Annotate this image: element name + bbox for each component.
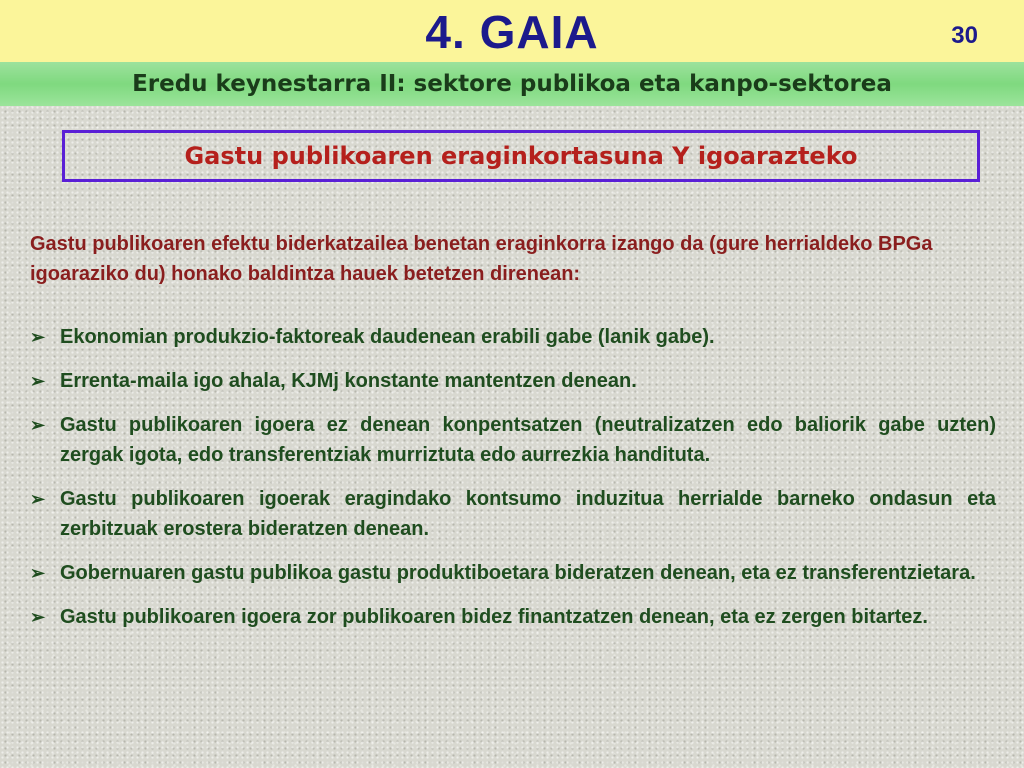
list-item-text: Gobernuaren gastu publikoa gastu produktiboetara bideratzen denean, eta ez transferentzietara.	[60, 562, 976, 584]
list-item-text: Errenta-maila igo ahala, KJMj konstante mantentzen denean.	[60, 370, 637, 392]
arrow-bullet-icon: ➢	[30, 415, 46, 435]
list-item	[30, 484, 996, 544]
section-heading: Gastu publikoaren eraginkortasuna Y igoarazteko	[184, 142, 858, 170]
slide-subtitle: Eredu keynestarra II: sektore publikoa eta kanpo-sektorea	[132, 71, 892, 97]
list-item	[30, 366, 996, 396]
list-item	[30, 322, 996, 352]
intro-paragraph: Gastu publikoaren efektu biderkatzailea benetan eraginkorra izango da (gure herrialdeko BPGa igoaraziko du) honako baldintza hauek betetzen direnean:	[30, 233, 933, 285]
list-item	[30, 558, 996, 588]
list-item-text: Gastu publikoaren igoerak eragindako kontsumo induzitua herrialde barneko ondasun eta zerbitzuak erostera bideratzen denean.	[60, 488, 996, 540]
list-item-text: Gastu publikoaren igoera zor publikoaren bidez finantzatzen denean, eta ez zergen bitartez.	[60, 606, 928, 628]
slide-title: 4. GAIA	[425, 6, 599, 58]
list-item	[30, 602, 996, 632]
arrow-bullet-icon: ➢	[30, 327, 46, 347]
arrow-bullet-icon: ➢	[30, 371, 46, 391]
arrow-bullet-icon: ➢	[30, 607, 46, 627]
arrow-bullet-icon: ➢	[30, 489, 46, 509]
list-item-text: Gastu publikoaren igoera ez denean konpentsatzen (neutralizatzen edo baliorik gabe uzten) zergak igota, edo transferentziak murriztuta edo aurrezkia handituta.	[60, 414, 996, 466]
heading-box	[62, 130, 980, 182]
condition-list	[30, 322, 996, 646]
list-item	[30, 410, 996, 470]
arrow-bullet-icon: ➢	[30, 563, 46, 583]
slide-number: 30	[951, 22, 978, 49]
list-item-text: Ekonomian produkzio-faktoreak daudenean erabili gabe (lanik gabe).	[60, 326, 715, 348]
